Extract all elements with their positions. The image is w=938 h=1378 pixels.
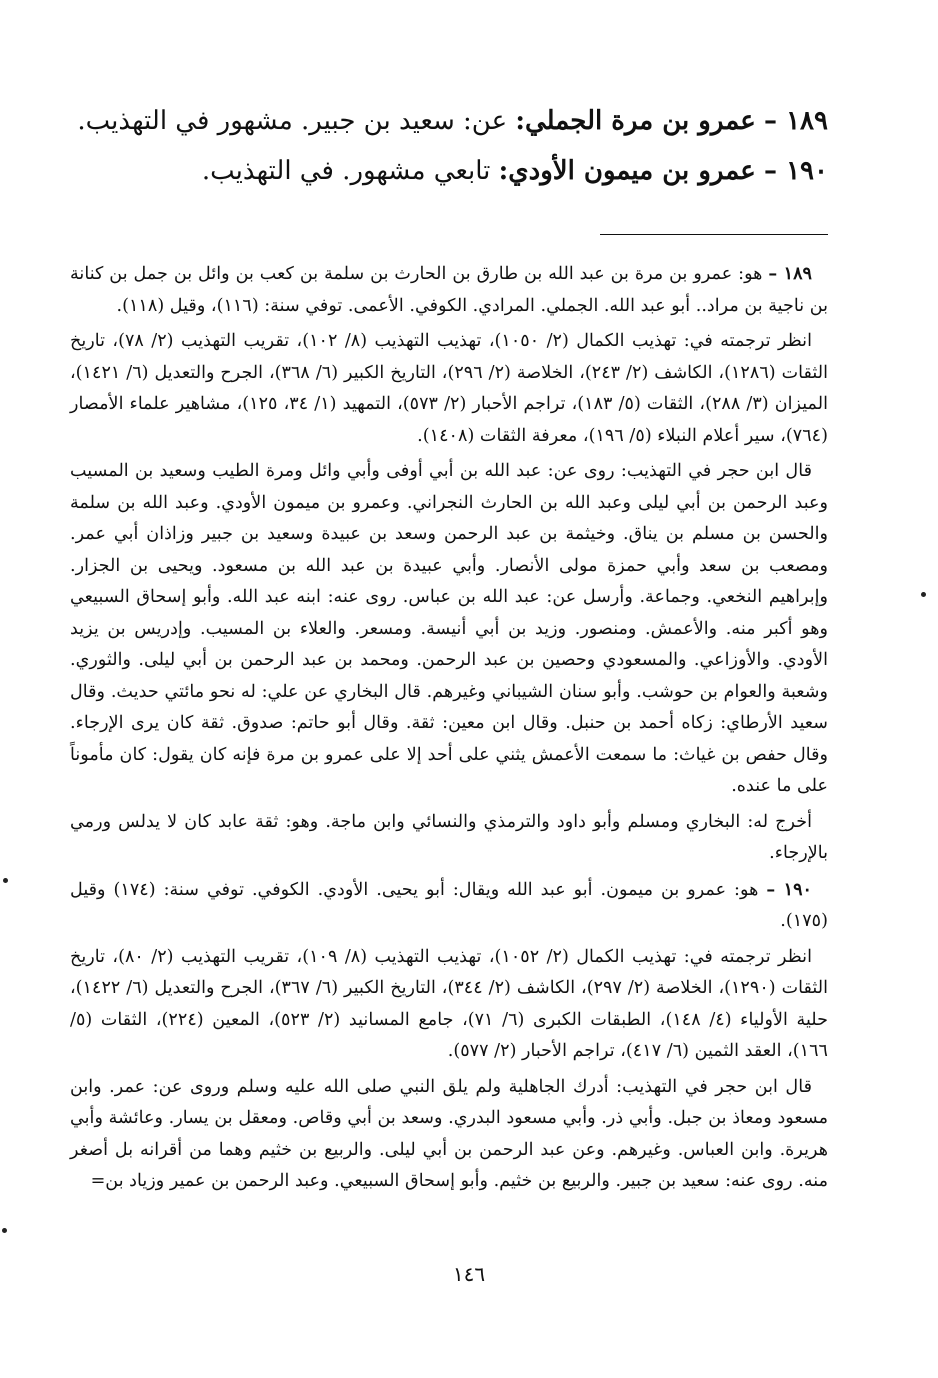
footnote-text: قال ابن حجر في التهذيب: أدرك الجاهلية ولم يلق النبي صلى الله عليه وسلم وروى عن: عمر. وابن مسعود ومعاذ بن جبل. وأبي ذر. وأبي مسعود البدري. وسعد بن أبي وقاص. ومعقل بن يسار. وعائشة وأبي هريرة. وابن العباس. وغيرهم. وعن عبد الرحمن بن أبي ليلى. والربيع بن خثيم وهما من أقرانه بل أصغر منه. روى عنه: سعيد بن جبير. والربيع بن خثيم. وأبو إسحاق السبيعي. وعبد الرحمن بن عمير وزياد بن= [70, 1076, 828, 1191]
footnote-separator [600, 234, 828, 235]
footnote-text: أخرج له: البخاري ومسلم وأبو داود والترمذي والنسائي وابن ماجة. وهو: ثقة عابد كان لا يدلس ورمي بالإرجاء. [70, 811, 828, 863]
page-content [70, 96, 828, 1191]
footnote-190-sources [70, 942, 828, 1068]
footnote-190-bio [70, 874, 828, 938]
footnotes [70, 258, 828, 1202]
footnote-text: انظر ترجمته في: تهذيب الكمال (٢/ ١٠٥٢)، تهذيب التهذيب (٨/ ١٠٩)، تقريب التهذيب (٢/ ٨٠)، تاريخ الثقات (١٢٩٠)، الخلاصة (٢/ ٢٩٧)، الكاشف (٢/ ٣٤٤)، التاريخ الكبير (٦/ ٣٦٧)، الجرح والتعديل (٦/ ١٤٢٢)، حلية الأولياء (٤/ ١٤٨)، الطبقات الكبرى (٦/ ٧١)، جامع المسانيد (٢/ ٥٢٣)، المعين (٢٢٤)، الثقات (٥/ ١٦٦)، العقد الثمين (٦/ ٤١٧)، تراجم الأحبار (٢/ ٥٧٧). [70, 946, 828, 1061]
footnote-number: ١٩٠ – [766, 878, 812, 900]
footnote-text: انظر ترجمته في: تهذيب الكمال (٢/ ١٠٥٠)، تهذيب التهذيب (٨/ ١٠٢)، تقريب التهذيب (٢/ ٧٨)، تاريخ الثقات (١٢٨٦)، الكاشف (٢/ ٢٤٣)، الخلاصة (٢/ ٢٩٦)، التاريخ الكبير (٦/ ٣٦٨)، الجرح والتعديل (٦/ ١٤٢١)، الميزان (٣/ ٢٨٨)، الثقات (٥/ ١٨٣)، تراجم الأحبار (٢/ ٥٧٣)، التمهيد (١/ ٣٤، ١٢٥)، مشاهير علماء الأمصار (٧٦٤)، سير أعلام النبلاء (٥/ ١٩٦)، معرفة الثقات (١٤٠٨). [70, 331, 828, 446]
main-entry-190 [70, 146, 828, 196]
margin-mark [921, 592, 926, 597]
footnote-number: ١٨٩ – [768, 263, 812, 284]
footnote-189-tahdhib [70, 456, 828, 803]
entry-number: ١٨٩ – [764, 106, 828, 136]
footnote-189-sources [70, 326, 828, 452]
footnote-text: قال ابن حجر في التهذيب: روى عن: عبد الله بن أبي أوفى وأبي وائل ومرة الطيب وسعيد بن المسيب وعبد الرحمن بن أبي ليلى وعبد الله بن الحارث النجراني. وعمرو بن ميمون الأودي. وعبد الله بن سلمة والحسن بن مسلم بن يناق. وخيثمة بن عبد الرحمن وسعد بن عبيدة وسعيد بن جبير وزاذان أبي عمر. ومصعب بن سعد وأبي حمزة مولى الأنصار. وأبي عبيدة بن عبد الله بن مسعود. ويحيى بن الجزار. وإبراهيم النخعي. وجماعة. وأرسل عن: عبد الله بن عباس. روى عنه: ابنه عبد الله. وأبو إسحاق السبيعي وهو أكبر منه. والأعمش. ومنصور. وزيد بن أبي أنيسة. ومسعر. والعلاء بن المسيب. وإدريس بن يزيد الأودي. والأوزاعي. والمسعودي وحصين بن عبد الرحمن. ومحمد بن عبد الرحمن بن أبي ليلى. والثوري. وشعبة والعوام بن حوشب. وأبو سنان الشيباني وغيرهم. قال البخاري عن علي: له نحو مائتي حديث. وقال سعيد الأرطاي: زكاه أحمد بن حنبل. وقال ابن معين: ثقة. وقال أبو حاتم: صدوق. ثقة كان يرى الإرجاء. وقال حفص بن غياث: ما سمعت الأعمش يثني على أحد إلا على عمرو بن مرة فإنه كان يقول: كان مأموناً على ما عنده. [70, 461, 828, 796]
entry-name: عمرو بن مرة الجملي: [515, 106, 756, 136]
entry-number: ١٩٠ – [764, 156, 828, 186]
margin-mark [3, 878, 8, 883]
margin-mark [2, 1228, 7, 1233]
page-number: ١٤٦ [452, 1262, 486, 1286]
main-entry-189 [70, 96, 828, 146]
entry-text: عن: سعيد بن جبير. مشهور في التهذيب. [77, 106, 508, 136]
footnote-text: هو: عمرو بن ميمون. أبو عبد الله ويقال: أبو يحيى. الأودي. الكوفي. توفي سنة: (١٧٤) وقيل (١٧٥). [70, 879, 828, 931]
entry-name: عمرو بن ميمون الأودي: [498, 156, 756, 186]
footnote-189-takhrij [70, 807, 828, 870]
footnote-190-tahdhib [70, 1072, 828, 1198]
footnote-189-bio [70, 258, 828, 322]
entry-text: تابعي مشهور. في التهذيب. [201, 156, 491, 186]
footnote-text: هو: عمرو بن مرة بن عبد الله بن طارق بن الحارث بن سلمة بن كعب بن وائل بن جمل بن كنانة بن ناجية بن مراد.. أبو عبد الله. الجملي. المرادي. الكوفي. الأعمى. توفي سنة: (١١٦)، وقيل (١١٨). [70, 264, 828, 316]
